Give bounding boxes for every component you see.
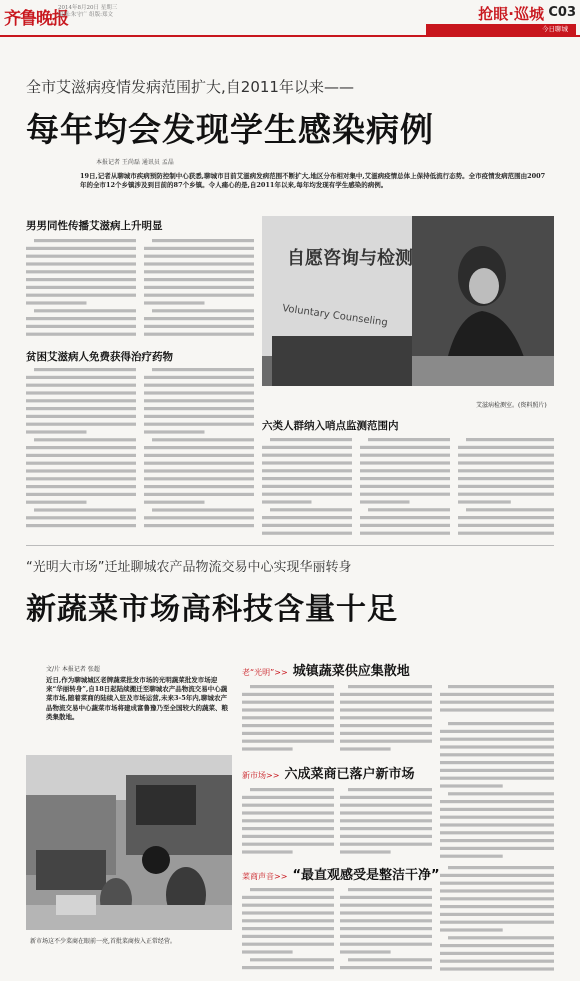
text-line [466, 508, 554, 511]
text-line [242, 804, 334, 807]
text-line [242, 843, 334, 846]
text-line [26, 286, 136, 289]
text-line [144, 485, 254, 488]
text-line [348, 888, 432, 891]
photo-caption: 艾滋病检测室。(资料照片) [476, 402, 547, 409]
section3-tag: 菜商声音>> [242, 872, 288, 881]
text-line [26, 493, 136, 496]
text-line [458, 532, 554, 535]
text-line [26, 255, 136, 258]
text-line [152, 438, 254, 441]
section2-header [242, 763, 415, 782]
text-line [26, 516, 136, 519]
text-line [26, 376, 136, 379]
text-line [26, 469, 136, 472]
text-line [262, 461, 352, 464]
text-line [144, 247, 254, 250]
text-line [26, 247, 136, 250]
text-line [340, 911, 432, 914]
text-line [440, 928, 503, 931]
body-text-lines [26, 366, 136, 534]
text-line [340, 747, 391, 750]
text-line [440, 701, 554, 704]
text-line [242, 904, 334, 907]
issue-date [58, 5, 168, 19]
text-line [144, 286, 254, 289]
text-line [262, 446, 352, 449]
story1-subhead-3: 六类人群纳入哨点监测范围内 [262, 420, 399, 432]
text-line [242, 827, 334, 830]
text-line [440, 921, 554, 924]
text-line [440, 882, 554, 885]
text-line [26, 278, 136, 281]
text-line [360, 493, 450, 496]
text-line [440, 784, 503, 787]
text-line [440, 816, 554, 819]
text-line [440, 855, 503, 858]
text-line [458, 454, 554, 457]
text-line [250, 958, 334, 961]
text-line [348, 685, 432, 688]
text-line [440, 967, 554, 970]
text-line [262, 485, 352, 488]
text-line [242, 966, 334, 969]
text-line [340, 943, 432, 946]
text-line [144, 317, 254, 320]
text-line [458, 500, 511, 503]
story1-body-col3 [26, 366, 136, 534]
text-line [440, 753, 554, 756]
story-divider [26, 545, 554, 546]
text-line [144, 423, 254, 426]
story1-subhead-1: 男男同性传播艾滋病上升明显 [26, 220, 163, 232]
text-line [440, 769, 554, 772]
story2-body-col4 [242, 786, 334, 858]
text-line [360, 524, 450, 527]
text-line [340, 819, 432, 822]
story2-byline: 文/片 本报记者 张超 [46, 666, 100, 673]
masthead-rule [0, 35, 580, 37]
text-line [340, 843, 432, 846]
text-line [262, 469, 352, 472]
story2-headline: 新蔬菜市场高科技含量十足 [26, 592, 398, 627]
text-line [458, 524, 554, 527]
text-line [360, 446, 450, 449]
text-line [262, 516, 352, 519]
body-text-lines [440, 720, 554, 858]
text-line [144, 255, 254, 258]
text-line [144, 524, 254, 527]
text-line [458, 446, 554, 449]
text-line [26, 430, 87, 433]
text-line [144, 391, 254, 394]
text-line [340, 693, 432, 696]
text-line [250, 685, 334, 688]
text-line [360, 532, 450, 535]
market-photo-caption: 新市场这不少菜商在眼前一亮,首批菜商按入正常经营。 [30, 938, 176, 945]
text-line [340, 966, 432, 969]
text-line [448, 792, 554, 795]
text-line [250, 788, 334, 791]
text-line [26, 270, 136, 273]
text-line [360, 516, 450, 519]
text-line [448, 685, 554, 688]
text-line [242, 811, 334, 814]
text-line [340, 850, 391, 853]
body-text-lines [340, 683, 432, 755]
text-line [440, 944, 554, 947]
text-line [250, 888, 334, 891]
text-line [340, 919, 432, 922]
text-line [152, 368, 254, 371]
text-line [144, 415, 254, 418]
text-line [440, 808, 554, 811]
text-line [242, 896, 334, 899]
text-line [34, 438, 136, 441]
text-line [26, 415, 136, 418]
text-line [448, 866, 554, 869]
text-line [340, 935, 432, 938]
body-text-lines [242, 786, 334, 858]
text-line [26, 423, 136, 426]
text-line [26, 454, 136, 457]
text-line [440, 708, 554, 711]
text-line [340, 904, 432, 907]
newspaper-logo: 齐鲁晚报 [4, 9, 68, 29]
text-line [144, 384, 254, 387]
text-line [242, 919, 334, 922]
photo-sign-text: 自愿咨询与检测 [287, 248, 413, 269]
text-line [242, 943, 334, 946]
text-line [144, 262, 254, 265]
text-line [440, 800, 554, 803]
text-line [26, 477, 136, 480]
text-line [144, 325, 254, 328]
text-line [144, 301, 205, 304]
section2-tag: 新市场>> [242, 771, 280, 780]
body-text-lines [26, 237, 136, 339]
text-line [360, 500, 410, 503]
section1-tag: 老“光明”>> [242, 668, 288, 677]
text-line [360, 454, 450, 457]
text-line [242, 747, 293, 750]
text-line [458, 485, 554, 488]
story1-body-col2 [144, 237, 254, 339]
text-line [242, 716, 334, 719]
text-line [242, 724, 334, 727]
text-line [34, 309, 136, 312]
text-line [368, 438, 450, 441]
text-line [340, 796, 432, 799]
text-line [242, 708, 334, 711]
text-line [242, 796, 334, 799]
text-line [440, 905, 554, 908]
text-line [360, 461, 450, 464]
text-line [144, 462, 254, 465]
text-line [440, 761, 554, 764]
text-line [270, 508, 352, 511]
story1-body-col4 [144, 366, 254, 534]
story2-body-col8 [340, 886, 432, 974]
text-line [26, 333, 136, 336]
text-line [26, 462, 136, 465]
text-line [340, 927, 432, 930]
text-line [340, 716, 432, 719]
body-text-lines [340, 886, 432, 974]
text-line [144, 430, 205, 433]
text-line [440, 745, 554, 748]
text-line [340, 950, 391, 953]
story2-body-col1 [242, 683, 334, 755]
text-line [440, 823, 554, 826]
text-line [340, 827, 432, 830]
text-line [340, 732, 432, 735]
text-line [242, 950, 293, 953]
text-line [26, 407, 136, 410]
text-line [340, 811, 432, 814]
text-line [440, 897, 554, 900]
section-bar: 今日聊城 [426, 24, 576, 35]
editor-line: 编辑:朱守广 组版:郑文 [58, 12, 113, 18]
story2-kicker: “光明大市场”迁址聊城农产品物流交易中心实现华丽转身 [26, 560, 352, 575]
text-line [144, 493, 254, 496]
text-line [440, 913, 554, 916]
aids-testing-photo [262, 216, 554, 386]
body-text-lines [458, 436, 554, 536]
story2-body-col3 [440, 683, 554, 713]
body-text-lines [440, 864, 554, 974]
text-line [242, 693, 334, 696]
text-line [440, 847, 554, 850]
text-line [26, 446, 136, 449]
text-line [262, 493, 352, 496]
text-line [144, 407, 254, 410]
text-line [448, 936, 554, 939]
text-line [242, 701, 334, 704]
text-line [440, 831, 554, 834]
text-line [242, 740, 334, 743]
body-text-lines [144, 366, 254, 534]
text-line [440, 889, 554, 892]
text-line [242, 935, 334, 938]
text-line [144, 501, 205, 504]
body-text-lines [360, 436, 450, 536]
text-line [34, 239, 136, 242]
text-line [348, 958, 432, 961]
text-line [466, 438, 554, 441]
body-text-lines [242, 886, 334, 974]
text-line [26, 391, 136, 394]
body-text-lines [144, 237, 254, 339]
story1-body-col7 [458, 436, 554, 536]
text-line [458, 493, 554, 496]
text-line [440, 777, 554, 780]
text-line [262, 500, 312, 503]
text-line [242, 819, 334, 822]
text-line [340, 835, 432, 838]
text-line [340, 896, 432, 899]
text-line [262, 477, 352, 480]
text-line [144, 270, 254, 273]
story1-kicker: 全市艾滋病疫情发病范围扩大,自2011年以来—— [26, 78, 354, 96]
text-line [360, 477, 450, 480]
text-line [26, 524, 136, 527]
story1-headline: 每年均会发现学生感染病例 [26, 110, 434, 149]
body-text-lines [440, 683, 554, 713]
story2-lead: 近日,作为聊城城区老牌蔬菜批发市场的光明蔬菜批发市场迎来“华丽转身”,自18日起陆续搬迁至聊城农产品物流交易中心蔬菜市场,随着菜商的陆续入驻及市场运营,未来3-5年内,聊城农产品物流交易中心蔬菜市场将建成富鲁豫乃至全国较大的蔬菜、粮类集散地。 [46, 676, 228, 721]
text-line [144, 333, 254, 336]
section-title: 抢眼·巡城 [478, 5, 544, 23]
story1-byline: 本报记者 王尚磊 通讯员 孟晶 [96, 159, 174, 166]
masthead [0, 0, 580, 38]
text-line [340, 740, 432, 743]
text-line [440, 874, 554, 877]
text-line [144, 376, 254, 379]
text-line [458, 477, 554, 480]
text-line [440, 960, 554, 963]
text-line [440, 730, 554, 733]
text-line [152, 309, 254, 312]
text-line [440, 738, 554, 741]
text-line [144, 446, 254, 449]
market-photo [26, 755, 232, 930]
text-line [26, 384, 136, 387]
body-text-lines [262, 436, 352, 536]
story2-body-col9 [440, 864, 554, 974]
page-number: C03 [548, 5, 576, 20]
text-line [34, 368, 136, 371]
text-line [152, 508, 254, 511]
date-line: 2014年8月20日 星期三 [58, 5, 118, 11]
text-line [26, 501, 87, 504]
story1-body-col5 [262, 436, 352, 536]
photo-sign-en: Voluntary Counseling [281, 303, 389, 329]
text-line [270, 438, 352, 441]
story2-body-col5 [340, 786, 432, 858]
text-line [440, 952, 554, 955]
text-line [144, 294, 254, 297]
text-line [340, 804, 432, 807]
story2-body-col6 [440, 720, 554, 858]
text-line [26, 301, 87, 304]
section2-title: 六成菜商已落户新市场 [284, 767, 415, 782]
text-line [368, 508, 450, 511]
text-line [262, 532, 352, 535]
text-line [144, 278, 254, 281]
text-line [262, 454, 352, 457]
text-line [440, 693, 554, 696]
text-line [26, 317, 136, 320]
text-line [144, 454, 254, 457]
text-line [144, 399, 254, 402]
text-line [152, 239, 254, 242]
text-line [144, 477, 254, 480]
aids-testing-image [262, 216, 554, 386]
text-line [242, 850, 293, 853]
text-line [458, 461, 554, 464]
text-line [348, 788, 432, 791]
text-line [26, 485, 136, 488]
story1-subhead-2: 贫困艾滋病人免费获得治疗药物 [26, 351, 173, 363]
section3-title: “最直观感受是整洁干净” [292, 868, 440, 883]
section3-header [242, 864, 440, 883]
story1-lead: 19日,记者从聊城市疾病预防控制中心获悉,聊城市目前艾滋病发病范围不断扩大,地区分布相对集中,艾滋病疫情总体上保持低流行态势。全市疫情发病范围由2007年的全市12个乡镇涉及到目前的87个乡镇。令人痛心的是,自2011年以来,每年均发现有学生感染的病例。 [80, 172, 546, 189]
text-line [242, 927, 334, 930]
market-image [26, 755, 232, 930]
text-line [34, 508, 136, 511]
body-text-lines [340, 786, 432, 858]
text-line [242, 835, 334, 838]
story1-body-col1 [26, 237, 136, 339]
text-line [360, 485, 450, 488]
text-line [440, 839, 554, 842]
story1-body-col6 [360, 436, 450, 536]
text-line [340, 708, 432, 711]
text-line [340, 701, 432, 704]
text-line [26, 399, 136, 402]
story2-body-col2 [340, 683, 432, 755]
text-line [144, 469, 254, 472]
text-line [448, 722, 554, 725]
text-line [458, 469, 554, 472]
section1-header [242, 660, 410, 679]
text-line [26, 294, 136, 297]
text-line [340, 724, 432, 727]
story2-body-col7 [242, 886, 334, 974]
text-line [262, 524, 352, 527]
text-line [26, 325, 136, 328]
text-line [360, 469, 450, 472]
text-line [458, 516, 554, 519]
text-line [144, 516, 254, 519]
body-text-lines [242, 683, 334, 755]
text-line [242, 911, 334, 914]
text-line [26, 262, 136, 265]
text-line [242, 732, 334, 735]
section1-title: 城镇蔬菜供应集散地 [292, 664, 410, 679]
